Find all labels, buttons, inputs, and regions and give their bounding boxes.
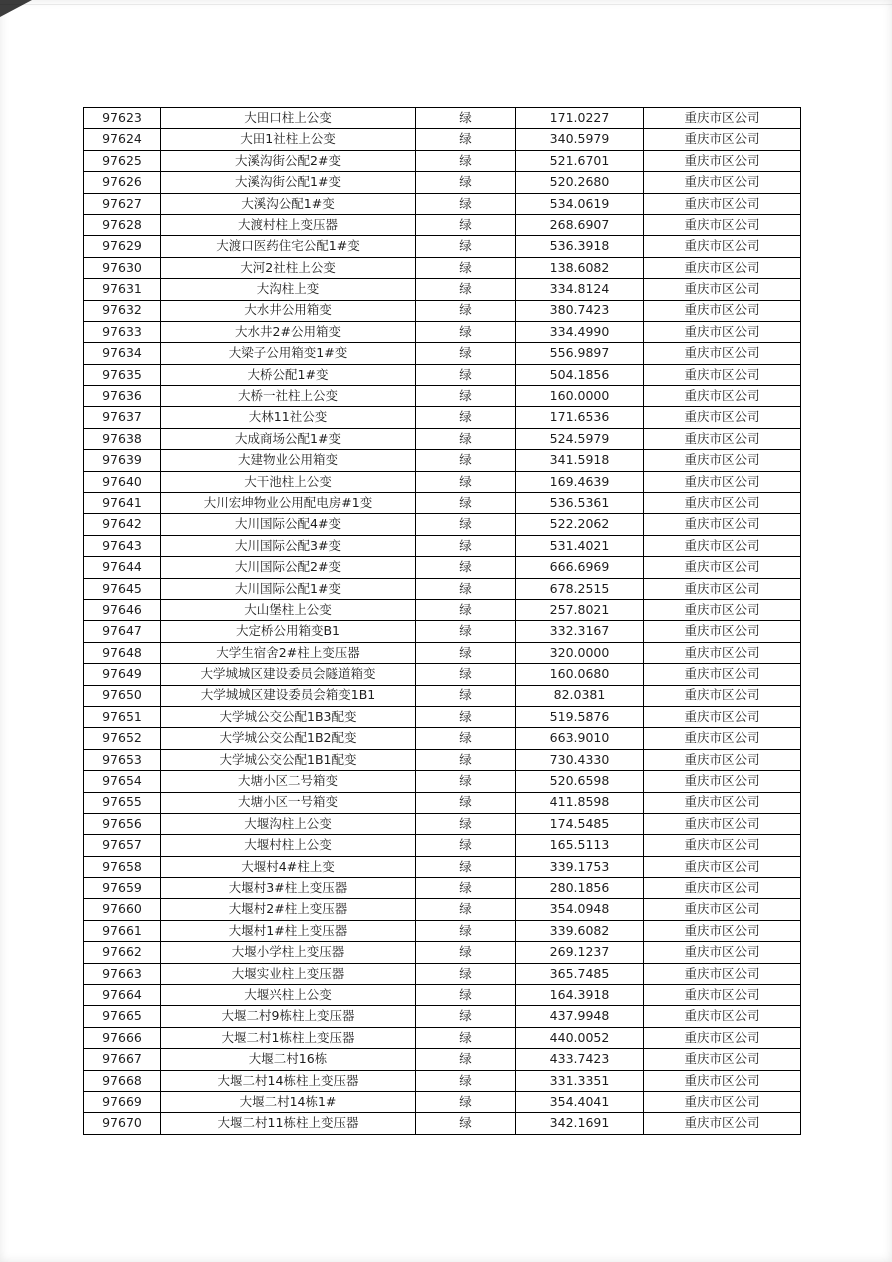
cell-row-id: 97638 [84, 428, 161, 449]
cell-status: 绿 [416, 557, 516, 578]
table-row [84, 150, 801, 171]
cell-status: 绿 [416, 963, 516, 984]
table-row [84, 813, 801, 834]
cell-row-id: 97624 [84, 129, 161, 150]
cell-row-id: 97629 [84, 236, 161, 257]
cell-company: 重庆市区公司 [644, 578, 801, 599]
cell-value: 339.6082 [516, 920, 644, 941]
cell-status: 绿 [416, 129, 516, 150]
cell-company: 重庆市区公司 [644, 963, 801, 984]
cell-status: 绿 [416, 257, 516, 278]
cell-device-name: 大堰兴柱上公变 [161, 985, 416, 1006]
cell-row-id: 97646 [84, 599, 161, 620]
cell-company: 重庆市区公司 [644, 321, 801, 342]
cell-status: 绿 [416, 920, 516, 941]
cell-status: 绿 [416, 214, 516, 235]
cell-company: 重庆市区公司 [644, 514, 801, 535]
cell-value: 320.0000 [516, 642, 644, 663]
cell-company: 重庆市区公司 [644, 1091, 801, 1112]
cell-row-id: 97664 [84, 985, 161, 1006]
cell-company: 重庆市区公司 [644, 728, 801, 749]
cell-row-id: 97647 [84, 621, 161, 642]
cell-value: 341.5918 [516, 450, 644, 471]
cell-value: 174.5485 [516, 813, 644, 834]
cell-device-name: 大桥一社柱上公变 [161, 386, 416, 407]
cell-value: 433.7423 [516, 1049, 644, 1070]
page-corner-fold [0, 0, 32, 17]
cell-device-name: 大堰二村1栋柱上变压器 [161, 1027, 416, 1048]
table-body [84, 108, 801, 1135]
cell-value: 160.0000 [516, 386, 644, 407]
cell-value: 331.3351 [516, 1070, 644, 1091]
cell-row-id: 97632 [84, 300, 161, 321]
table-row [84, 599, 801, 620]
cell-status: 绿 [416, 813, 516, 834]
cell-status: 绿 [416, 514, 516, 535]
cell-row-id: 97659 [84, 878, 161, 899]
cell-value: 531.4021 [516, 535, 644, 556]
cell-company: 重庆市区公司 [644, 1070, 801, 1091]
cell-company: 重庆市区公司 [644, 599, 801, 620]
cell-value: 342.1691 [516, 1113, 644, 1134]
cell-device-name: 大堰小学柱上变压器 [161, 942, 416, 963]
cell-device-name: 大堰二村9栋柱上变压器 [161, 1006, 416, 1027]
cell-row-id: 97631 [84, 279, 161, 300]
table-row [84, 664, 801, 685]
cell-value: 519.5876 [516, 706, 644, 727]
cell-status: 绿 [416, 728, 516, 749]
cell-device-name: 大堰村2#柱上变压器 [161, 899, 416, 920]
cell-status: 绿 [416, 471, 516, 492]
table-row [84, 642, 801, 663]
cell-value: 160.0680 [516, 664, 644, 685]
cell-device-name: 大川国际公配4#变 [161, 514, 416, 535]
cell-company: 重庆市区公司 [644, 771, 801, 792]
cell-status: 绿 [416, 407, 516, 428]
cell-value: 138.6082 [516, 257, 644, 278]
cell-device-name: 大堰二村14栋1# [161, 1091, 416, 1112]
cell-device-name: 大堰实业柱上变压器 [161, 963, 416, 984]
cell-company: 重庆市区公司 [644, 813, 801, 834]
cell-value: 521.6701 [516, 150, 644, 171]
cell-value: 556.9897 [516, 343, 644, 364]
table-row [84, 1027, 801, 1048]
cell-device-name: 大川国际公配3#变 [161, 535, 416, 556]
cell-value: 663.9010 [516, 728, 644, 749]
table-row [84, 856, 801, 877]
cell-company: 重庆市区公司 [644, 835, 801, 856]
cell-status: 绿 [416, 792, 516, 813]
cell-row-id: 97634 [84, 343, 161, 364]
cell-company: 重庆市区公司 [644, 172, 801, 193]
cell-device-name: 大田1社柱上公变 [161, 129, 416, 150]
table-row [84, 578, 801, 599]
cell-row-id: 97636 [84, 386, 161, 407]
cell-status: 绿 [416, 578, 516, 599]
cell-device-name: 大桥公配1#变 [161, 364, 416, 385]
cell-device-name: 大建物业公用箱变 [161, 450, 416, 471]
cell-value: 334.4990 [516, 321, 644, 342]
cell-row-id: 97637 [84, 407, 161, 428]
cell-value: 257.8021 [516, 599, 644, 620]
cell-value: 354.4041 [516, 1091, 644, 1112]
table-row [84, 985, 801, 1006]
cell-status: 绿 [416, 343, 516, 364]
cell-value: 411.8598 [516, 792, 644, 813]
cell-value: 534.0619 [516, 193, 644, 214]
cell-row-id: 97628 [84, 214, 161, 235]
cell-company: 重庆市区公司 [644, 706, 801, 727]
table-row [84, 236, 801, 257]
cell-row-id: 97660 [84, 899, 161, 920]
cell-row-id: 97663 [84, 963, 161, 984]
cell-row-id: 97639 [84, 450, 161, 471]
cell-company: 重庆市区公司 [644, 386, 801, 407]
cell-device-name: 大堰沟柱上公变 [161, 813, 416, 834]
cell-row-id: 97652 [84, 728, 161, 749]
cell-value: 171.6536 [516, 407, 644, 428]
cell-device-name: 大堰二村14栋柱上变压器 [161, 1070, 416, 1091]
cell-device-name: 大学城公交公配1B2配变 [161, 728, 416, 749]
cell-row-id: 97640 [84, 471, 161, 492]
cell-device-name: 大河2社柱上公变 [161, 257, 416, 278]
cell-status: 绿 [416, 642, 516, 663]
cell-company: 重庆市区公司 [644, 621, 801, 642]
cell-company: 重庆市区公司 [644, 920, 801, 941]
cell-company: 重庆市区公司 [644, 1049, 801, 1070]
cell-value: 524.5979 [516, 428, 644, 449]
cell-device-name: 大堰村柱上公变 [161, 835, 416, 856]
cell-status: 绿 [416, 493, 516, 514]
table-row [84, 899, 801, 920]
table-row [84, 1049, 801, 1070]
cell-value: 332.3167 [516, 621, 644, 642]
cell-company: 重庆市区公司 [644, 471, 801, 492]
cell-status: 绿 [416, 172, 516, 193]
table-row [84, 1113, 801, 1134]
scan-edge-line [0, 4, 892, 5]
cell-row-id: 97627 [84, 193, 161, 214]
table-row [84, 771, 801, 792]
cell-row-id: 97645 [84, 578, 161, 599]
table-row [84, 386, 801, 407]
cell-company: 重庆市区公司 [644, 150, 801, 171]
cell-value: 82.0381 [516, 685, 644, 706]
cell-device-name: 大堰村1#柱上变压器 [161, 920, 416, 941]
table-row [84, 514, 801, 535]
cell-company: 重庆市区公司 [644, 493, 801, 514]
cell-status: 绿 [416, 150, 516, 171]
table-row [84, 172, 801, 193]
cell-status: 绿 [416, 621, 516, 642]
cell-company: 重庆市区公司 [644, 749, 801, 770]
cell-status: 绿 [416, 1091, 516, 1112]
cell-device-name: 大堰二村16栋 [161, 1049, 416, 1070]
cell-value: 504.1856 [516, 364, 644, 385]
cell-status: 绿 [416, 535, 516, 556]
cell-device-name: 大学城公交公配1B3配变 [161, 706, 416, 727]
cell-device-name: 大水井2#公用箱变 [161, 321, 416, 342]
cell-company: 重庆市区公司 [644, 450, 801, 471]
cell-value: 520.2680 [516, 172, 644, 193]
cell-row-id: 97655 [84, 792, 161, 813]
cell-row-id: 97670 [84, 1113, 161, 1134]
cell-company: 重庆市区公司 [644, 129, 801, 150]
table-row [84, 257, 801, 278]
cell-device-name: 大溪沟公配1#变 [161, 193, 416, 214]
cell-row-id: 97641 [84, 493, 161, 514]
cell-status: 绿 [416, 236, 516, 257]
cell-company: 重庆市区公司 [644, 899, 801, 920]
cell-device-name: 大山堡柱上公变 [161, 599, 416, 620]
cell-status: 绿 [416, 1006, 516, 1027]
table-row [84, 878, 801, 899]
cell-company: 重庆市区公司 [644, 878, 801, 899]
cell-row-id: 97651 [84, 706, 161, 727]
cell-value: 437.9948 [516, 1006, 644, 1027]
cell-row-id: 97635 [84, 364, 161, 385]
table-row [84, 450, 801, 471]
cell-row-id: 97644 [84, 557, 161, 578]
cell-company: 重庆市区公司 [644, 856, 801, 877]
cell-status: 绿 [416, 749, 516, 770]
cell-row-id: 97633 [84, 321, 161, 342]
cell-company: 重庆市区公司 [644, 1113, 801, 1134]
cell-status: 绿 [416, 364, 516, 385]
cell-company: 重庆市区公司 [644, 942, 801, 963]
cell-row-id: 97669 [84, 1091, 161, 1112]
cell-status: 绿 [416, 108, 516, 129]
cell-status: 绿 [416, 899, 516, 920]
table-row [84, 493, 801, 514]
cell-value: 440.0052 [516, 1027, 644, 1048]
cell-device-name: 大干池柱上公变 [161, 471, 416, 492]
cell-company: 重庆市区公司 [644, 985, 801, 1006]
cell-company: 重庆市区公司 [644, 1027, 801, 1048]
table-row [84, 621, 801, 642]
cell-device-name: 大溪沟街公配2#变 [161, 150, 416, 171]
table-row [84, 1006, 801, 1027]
table-row [84, 407, 801, 428]
cell-company: 重庆市区公司 [644, 257, 801, 278]
cell-row-id: 97643 [84, 535, 161, 556]
cell-status: 绿 [416, 599, 516, 620]
cell-device-name: 大学城公交公配1B1配变 [161, 749, 416, 770]
cell-company: 重庆市区公司 [644, 300, 801, 321]
cell-status: 绿 [416, 193, 516, 214]
cell-value: 169.4639 [516, 471, 644, 492]
cell-value: 164.3918 [516, 985, 644, 1006]
cell-company: 重庆市区公司 [644, 1006, 801, 1027]
cell-device-name: 大沟柱上变 [161, 279, 416, 300]
cell-status: 绿 [416, 1049, 516, 1070]
cell-device-name: 大溪沟街公配1#变 [161, 172, 416, 193]
cell-row-id: 97658 [84, 856, 161, 877]
table-row [84, 792, 801, 813]
cell-status: 绿 [416, 771, 516, 792]
cell-value: 339.1753 [516, 856, 644, 877]
cell-device-name: 大塘小区二号箱变 [161, 771, 416, 792]
cell-status: 绿 [416, 706, 516, 727]
cell-status: 绿 [416, 856, 516, 877]
table-row [84, 942, 801, 963]
table-row [84, 557, 801, 578]
cell-status: 绿 [416, 279, 516, 300]
cell-value: 380.7423 [516, 300, 644, 321]
cell-status: 绿 [416, 664, 516, 685]
cell-device-name: 大渡村柱上变压器 [161, 214, 416, 235]
cell-row-id: 97625 [84, 150, 161, 171]
cell-value: 522.2062 [516, 514, 644, 535]
table-row [84, 279, 801, 300]
cell-company: 重庆市区公司 [644, 428, 801, 449]
cell-status: 绿 [416, 428, 516, 449]
table-row [84, 321, 801, 342]
cell-row-id: 97661 [84, 920, 161, 941]
cell-device-name: 大塘小区一号箱变 [161, 792, 416, 813]
cell-device-name: 大堰二村11栋柱上变压器 [161, 1113, 416, 1134]
cell-device-name: 大渡口医药住宅公配1#变 [161, 236, 416, 257]
cell-company: 重庆市区公司 [644, 108, 801, 129]
table-row [84, 749, 801, 770]
table-row [84, 1070, 801, 1091]
cell-row-id: 97649 [84, 664, 161, 685]
table-row [84, 1091, 801, 1112]
cell-status: 绿 [416, 835, 516, 856]
cell-device-name: 大川国际公配2#变 [161, 557, 416, 578]
table-row [84, 364, 801, 385]
table-row [84, 193, 801, 214]
table-row [84, 471, 801, 492]
table-row [84, 685, 801, 706]
cell-value: 269.1237 [516, 942, 644, 963]
cell-value: 536.3918 [516, 236, 644, 257]
cell-row-id: 97626 [84, 172, 161, 193]
cell-company: 重庆市区公司 [644, 792, 801, 813]
cell-row-id: 97656 [84, 813, 161, 834]
cell-company: 重庆市区公司 [644, 343, 801, 364]
cell-company: 重庆市区公司 [644, 557, 801, 578]
cell-company: 重庆市区公司 [644, 193, 801, 214]
cell-company: 重庆市区公司 [644, 279, 801, 300]
cell-value: 520.6598 [516, 771, 644, 792]
cell-value: 165.5113 [516, 835, 644, 856]
cell-row-id: 97667 [84, 1049, 161, 1070]
cell-company: 重庆市区公司 [644, 535, 801, 556]
cell-status: 绿 [416, 685, 516, 706]
cell-row-id: 97642 [84, 514, 161, 535]
table-row [84, 535, 801, 556]
cell-status: 绿 [416, 878, 516, 899]
cell-row-id: 97623 [84, 108, 161, 129]
cell-value: 354.0948 [516, 899, 644, 920]
cell-company: 重庆市区公司 [644, 214, 801, 235]
cell-value: 666.6969 [516, 557, 644, 578]
table-row [84, 108, 801, 129]
cell-device-name: 大水井公用箱变 [161, 300, 416, 321]
cell-value: 171.0227 [516, 108, 644, 129]
cell-device-name: 大堰村3#柱上变压器 [161, 878, 416, 899]
cell-status: 绿 [416, 1113, 516, 1134]
cell-row-id: 97668 [84, 1070, 161, 1091]
cell-row-id: 97650 [84, 685, 161, 706]
cell-device-name: 大定桥公用箱变B1 [161, 621, 416, 642]
cell-row-id: 97654 [84, 771, 161, 792]
cell-company: 重庆市区公司 [644, 364, 801, 385]
cell-status: 绿 [416, 300, 516, 321]
cell-value: 365.7485 [516, 963, 644, 984]
cell-device-name: 大川宏坤物业公用配电房#1变 [161, 493, 416, 514]
cell-device-name: 大学生宿舍2#柱上变压器 [161, 642, 416, 663]
table-row [84, 920, 801, 941]
cell-row-id: 97648 [84, 642, 161, 663]
cell-status: 绿 [416, 450, 516, 471]
cell-value: 280.1856 [516, 878, 644, 899]
table-row [84, 300, 801, 321]
cell-row-id: 97666 [84, 1027, 161, 1048]
table-row [84, 963, 801, 984]
cell-row-id: 97662 [84, 942, 161, 963]
cell-status: 绿 [416, 321, 516, 342]
table-row [84, 214, 801, 235]
cell-device-name: 大学城城区建设委员会箱变1B1 [161, 685, 416, 706]
cell-status: 绿 [416, 985, 516, 1006]
transformer-data-table [83, 107, 801, 1135]
cell-status: 绿 [416, 386, 516, 407]
table-row [84, 428, 801, 449]
table-row [84, 343, 801, 364]
cell-device-name: 大学城城区建设委员会隧道箱变 [161, 664, 416, 685]
cell-status: 绿 [416, 1027, 516, 1048]
cell-value: 678.2515 [516, 578, 644, 599]
cell-value: 268.6907 [516, 214, 644, 235]
cell-device-name: 大成商场公配1#变 [161, 428, 416, 449]
cell-device-name: 大川国际公配1#变 [161, 578, 416, 599]
cell-company: 重庆市区公司 [644, 642, 801, 663]
table-row [84, 728, 801, 749]
table-row [84, 835, 801, 856]
cell-company: 重庆市区公司 [644, 236, 801, 257]
cell-company: 重庆市区公司 [644, 685, 801, 706]
cell-value: 340.5979 [516, 129, 644, 150]
cell-value: 730.4330 [516, 749, 644, 770]
cell-device-name: 大林11社公变 [161, 407, 416, 428]
cell-status: 绿 [416, 942, 516, 963]
table-row [84, 129, 801, 150]
cell-value: 536.5361 [516, 493, 644, 514]
cell-row-id: 97630 [84, 257, 161, 278]
table-row [84, 706, 801, 727]
cell-row-id: 97665 [84, 1006, 161, 1027]
cell-device-name: 大田口柱上公变 [161, 108, 416, 129]
cell-company: 重庆市区公司 [644, 664, 801, 685]
cell-status: 绿 [416, 1070, 516, 1091]
cell-value: 334.8124 [516, 279, 644, 300]
cell-row-id: 97653 [84, 749, 161, 770]
cell-device-name: 大堰村4#柱上变 [161, 856, 416, 877]
cell-company: 重庆市区公司 [644, 407, 801, 428]
cell-row-id: 97657 [84, 835, 161, 856]
cell-device-name: 大梁子公用箱变1#变 [161, 343, 416, 364]
